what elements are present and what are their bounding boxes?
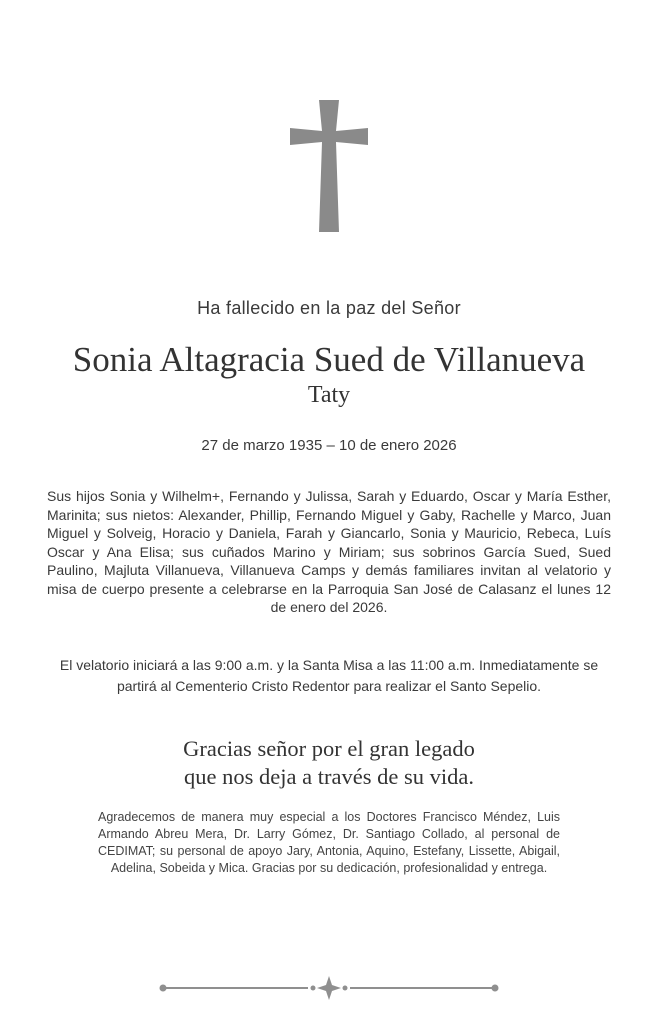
gratitude-line-2: que nos deja a través de su vida. xyxy=(184,764,474,789)
family-announcement: Sus hijos Sonia y Wilhelm+, Fernando y Julissa, Sarah y Eduardo, Oscar y María Esther, Marinita; sus nietos: Alexander, Phillip, Fernando Miguel y Gaby, Rachelle y Marco, Juan Miguel y Solveig, Horacio y Daniela, Farah y Giancarlo, Sonia y Mauricio, Rebeca, Luís Oscar y Ana Elisa; sus cuñados Marino y Miriam; sus sobrinos García Sued, Sued Paulino, Majluta Villanueva, Villanueva Camps y demás familiares invitan al velatorio y misa de cuerpo presente a celebrarse en la Parroquia San José de Calasanz el lunes 12 de enero del 2026. xyxy=(47,488,611,615)
deceased-nickname: Taty xyxy=(307,382,351,408)
deceased-name: Sonia Altagracia Sued de Villanueva xyxy=(72,340,586,379)
intro-text: Ha fallecido en la paz del Señor xyxy=(197,298,461,318)
acknowledgements: Agradecemos de manera muy especial a los Doctores Francisco Méndez, Luis Armando Abreu Mera, Dr. Larry Gómez, Dr. Santiago Collado, al personal de CEDIMAT; su personal de apoyo Jary, Antonia, Aquino, Estefany, Lissette, Abigail, Adelina, Sobeida y Mica. Gracias por su dedicación, profesionalidad y entrega. xyxy=(98,810,560,875)
gratitude-line-1: Gracias señor por el gran legado xyxy=(183,736,475,761)
gratitude-quote xyxy=(0,735,658,791)
diamond-divider-icon xyxy=(158,974,500,1002)
cross-icon xyxy=(290,100,368,232)
schedule-announcement: El velatorio iniciará a las 9:00 a.m. y la Santa Misa a las 11:00 a.m. Inmediatamente se partirá al Cementerio Cristo Redentor para realizar el Santo Sepelio. xyxy=(59,657,599,694)
life-dates: 27 de marzo 1935 – 10 de enero 2026 xyxy=(201,437,457,454)
